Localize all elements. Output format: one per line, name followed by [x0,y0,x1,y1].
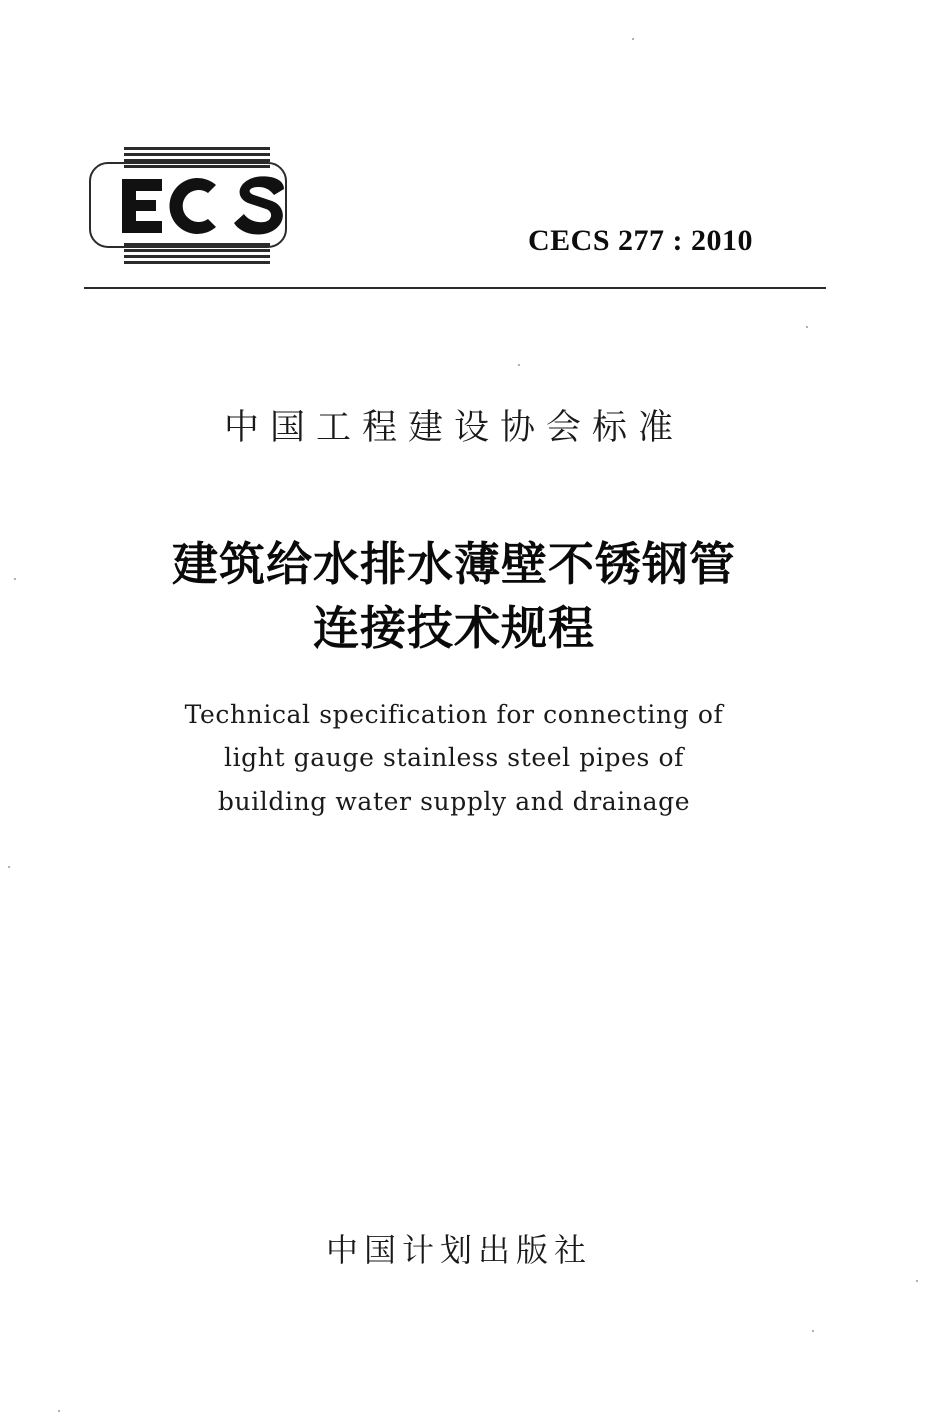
title-cn-line-1: 建筑给水排水薄壁不锈钢管 [172,537,736,591]
scan-speck [8,866,10,868]
publisher-name: 中国计划出版社 [325,1231,592,1269]
scan-speck [632,38,634,40]
ecs-logo [88,143,298,271]
scan-speck [806,326,808,328]
title-en-line-1: Technical specification for connecting of [184,700,724,729]
title-en-line-3: building water supply and drainage [217,787,691,816]
title-en-line-2: light gauge stainless steel pipes of [223,743,684,772]
standard-code: CECS 277 : 2010 [528,224,754,257]
scan-speck [14,578,16,580]
standard-category: 中国工程建设协会标准 [223,408,684,448]
header-divider [84,287,826,289]
scan-speck [812,1330,814,1332]
scan-speck [916,1280,918,1282]
scan-speck [518,364,520,366]
title-cn-line-2: 连接技术规程 [313,601,595,655]
scan-speck [58,1410,60,1412]
